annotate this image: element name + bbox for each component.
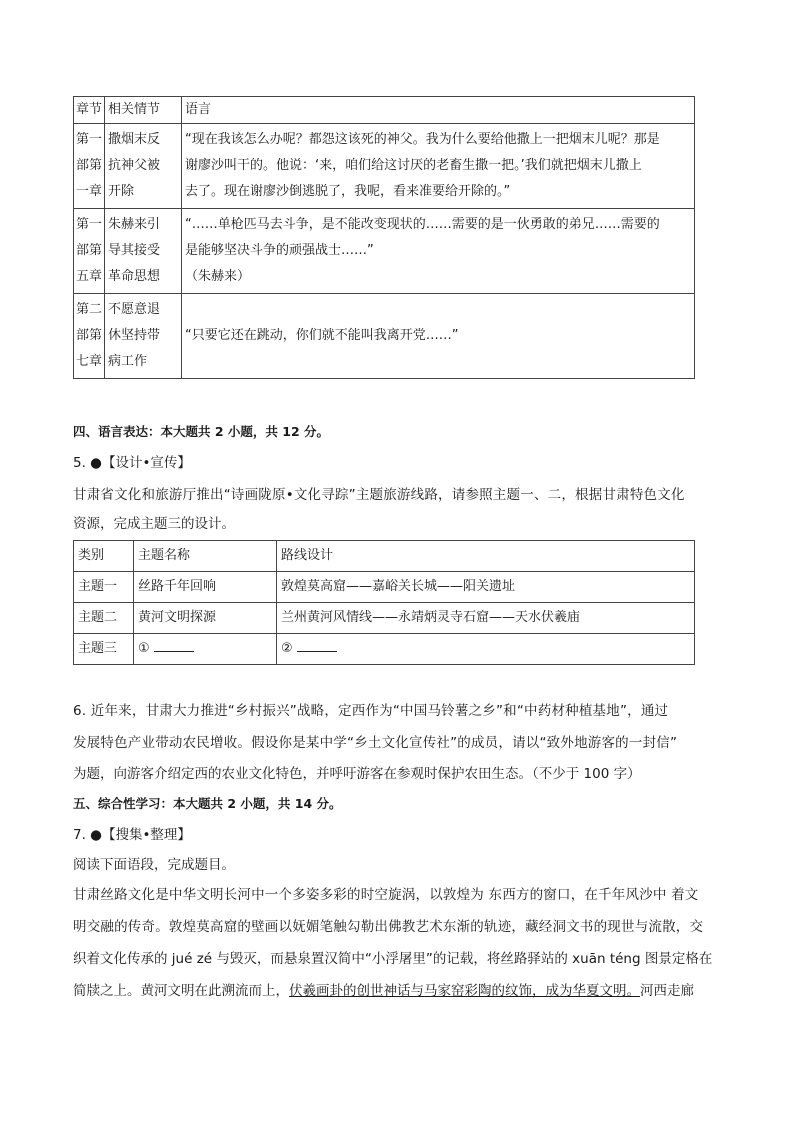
table-cell: 黄河文明探源 (134, 603, 277, 634)
table-row (74, 603, 695, 634)
passage-text: 简牍之上。黄河文明在此溯流而上， (73, 983, 289, 999)
plot-cell: 撒烟末反 抗神父被 开除 (105, 124, 182, 209)
table-cell: 敦煌莫高窟——嘉峪关长城——阳关遗址 (277, 572, 695, 603)
answer-blank-2[interactable]: ② (277, 634, 695, 665)
passage-line-1: 甘肃丝路文化是中华文明长河中一个多姿多彩的时空旋涡，以敦煌为 东西方的窗口，在千年风沙中 着文 (73, 887, 699, 903)
question-5-title: 5. ●【设计•宣传】 (73, 455, 191, 471)
header-language: 语言 (182, 97, 695, 124)
table-row (74, 572, 695, 603)
table-row (74, 209, 695, 294)
question-7-instruction: 阅读下面语段，完成题目。 (73, 857, 235, 873)
passage-line-4 (73, 981, 723, 1001)
header-route-design: 路线设计 (277, 541, 695, 572)
plot-cell: 不愿意退 休坚持带 病工作 (105, 294, 182, 379)
table-header-row (74, 541, 695, 572)
table-cell: 丝路千年回响 (134, 572, 277, 603)
table-cell: 主题二 (74, 603, 134, 634)
passage-text: 河西走廊 (640, 983, 694, 999)
section-five-heading: 五、综合性学习：本大题共 2 小题，共 14 分。 (73, 796, 342, 811)
underlined-sentence: 伏羲画卦的创世神话与马家窑彩陶的纹饰，成为华夏文明。 (289, 983, 640, 999)
passage-line-3: 织着文化传承的 jué zé 与毁灭，而悬泉置汉简中“小浮屠里”的记载，将丝路驿站的 xuān téng 图景定格在 (73, 951, 713, 967)
table-cell: 兰州黄河风情线——永靖炳灵寺石窟——天水伏羲庙 (277, 603, 695, 634)
language-cell: “……单枪匹马去斗争，是不能改变现状的……需要的是一伙勇敢的弟兄……需要的 是能够坚决斗争的顽强战士……” （朱赫来） (182, 209, 695, 294)
table-header-row (74, 97, 695, 124)
header-chapter: 章节 (74, 97, 105, 124)
blank-line (154, 637, 194, 652)
header-plot: 相关情节 (105, 97, 182, 124)
theme-route-table (73, 540, 695, 665)
header-theme-name: 主题名称 (134, 541, 277, 572)
blank-line (297, 637, 337, 652)
chapter-cell: 第二 部第 七章 (74, 294, 105, 379)
header-category: 类别 (74, 541, 134, 572)
question-7-title: 7. ●【搜集•整理】 (73, 827, 191, 843)
table-cell: 主题三 (74, 634, 134, 665)
plot-language-table (73, 96, 695, 379)
question-6-line-1: 6. 近年来，甘肃大力推进“乡村振兴”战略，定西作为“中国马铃薯之乡”和“中药材种植基地”，通过 (73, 703, 669, 719)
table-row (74, 294, 695, 379)
question-5-intro: 甘肃省文化和旅游厅推出“诗画陇原•文化寻踪”主题旅游线路，请参照主题一、二，根据甘肃特色文化 (73, 487, 685, 503)
passage-line-2: 明交融的传奇。敦煌莫高窟的壁画以妩媚笔触勾勒出佛教艺术东渐的轨迹，藏经洞文书的现世与流散，交 (73, 919, 704, 935)
table-row (74, 124, 695, 209)
table-row (74, 634, 695, 665)
language-cell: “只要它还在跳动，你们就不能叫我离开党……” (182, 294, 695, 379)
chapter-cell: 第一 部第 一章 (74, 124, 105, 209)
chapter-cell: 第一 部第 五章 (74, 209, 105, 294)
question-6-line-2: 发展特色产业带动农民增收。假设你是某中学“乡土文化宣传社”的成员，请以“致外地游客的一封信” (73, 735, 678, 751)
question-6-line-3: 为题，向游客介绍定西的农业文化特色，并呼吁游客在参观时保护农田生态。（不少于 100 字） (73, 766, 641, 782)
answer-blank-1[interactable]: ① (134, 634, 277, 665)
table-cell: 主题一 (74, 572, 134, 603)
plot-cell: 朱赫来引 导其接受 革命思想 (105, 209, 182, 294)
section-four-heading: 四、语言表达：本大题共 2 小题，共 12 分。 (73, 424, 330, 439)
question-5-intro-cont: 资源，完成主题三的设计。 (73, 516, 235, 532)
language-cell: “现在我该怎么办呢？都怨这该死的神父。我为什么要给他撒上一把烟末儿呢？那是 谢廖沙叫干的。他说：‘来，咱们给这讨厌的老畜生撒一把。’我们就把烟末儿撒上 去了。现在谢廖沙倒逃脱了，我呢，看来准要给开除的。” (182, 124, 695, 209)
